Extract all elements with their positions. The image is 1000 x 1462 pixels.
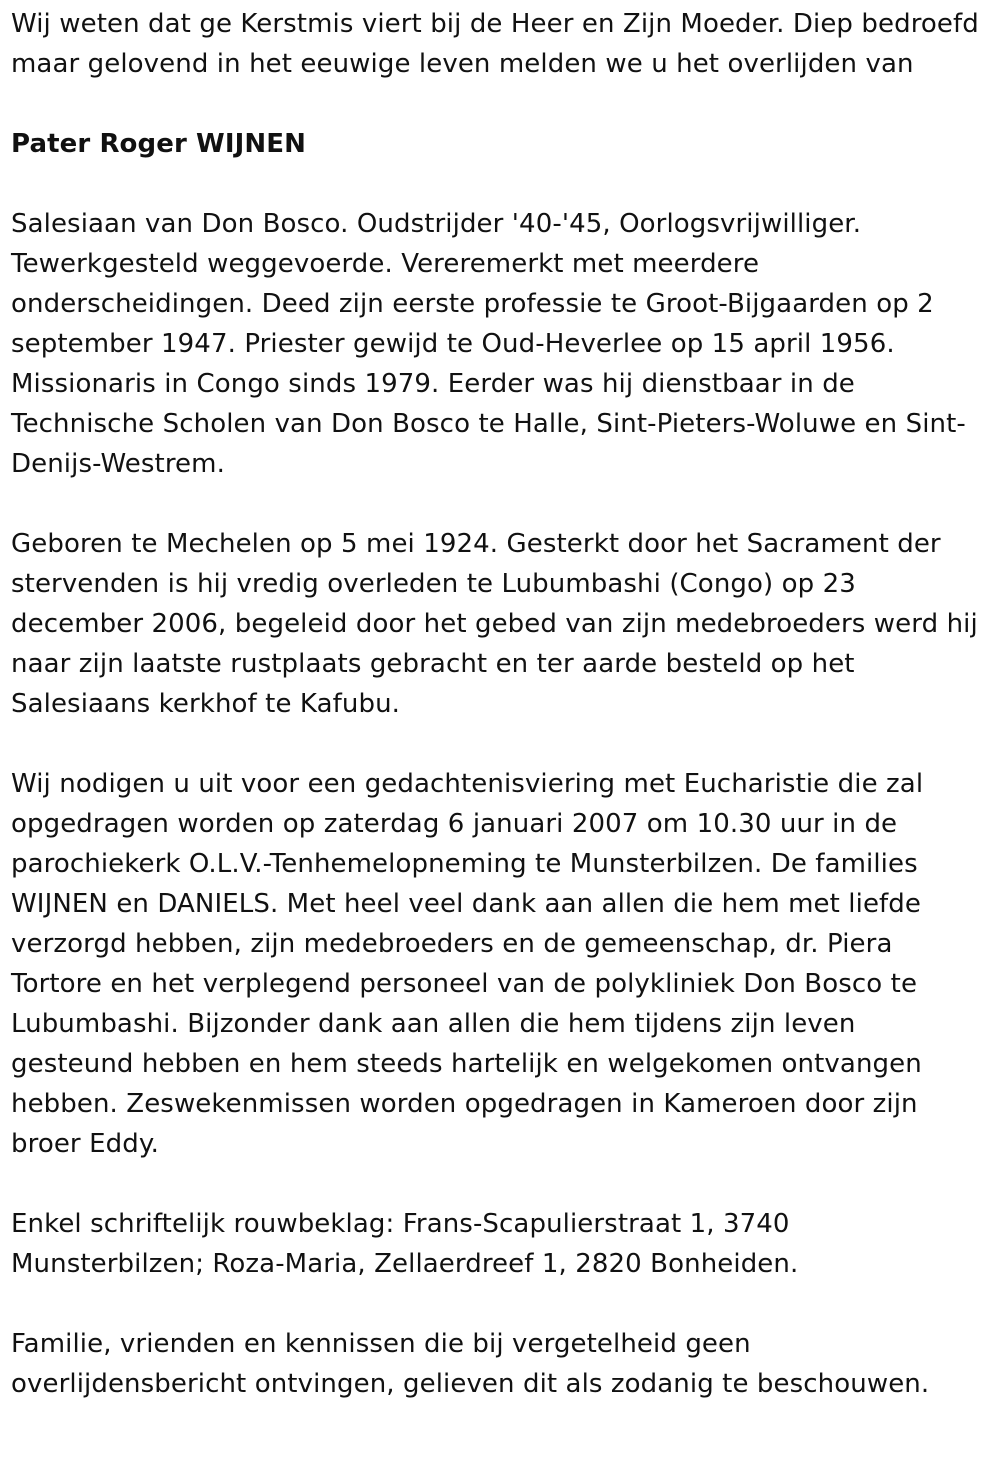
closing-paragraph: Familie, vrienden en kennissen die bij vergetelheid geen overlijdensbericht ontvingen, gelieven dit als zodanig te beschouwen. [11, 1329, 930, 1399]
death-paragraph: Geboren te Mechelen op 5 mei 1924. Gesterkt door het Sacrament der stervenden is hij vredig overleden te Lubumbashi (Congo) op 23 december 2006, begeleid door het gebed van zijn medebroeders werd hij naar zijn laatste rustplaats gebracht en ter aarde besteld op het Salesiaans kerkhof te Kafubu. [11, 529, 978, 719]
condolences-paragraph: Enkel schriftelijk rouwbeklag: Frans-Scapulierstraat 1, 3740 Munsterbilzen; Roza-Maria, Zellaerdreef 1, 2820 Bonheiden. [11, 1209, 799, 1279]
obituary-notice [11, 4, 981, 1404]
intro-paragraph: Wij weten dat ge Kerstmis viert bij de Heer en Zijn Moeder. Diep bedroefd maar gelovend in het eeuwige leven melden we u het overlijden van [11, 9, 979, 79]
biography-paragraph: Salesiaan van Don Bosco. Oudstrijder '40-'45, Oorlogsvrijwilliger. Tewerkgesteld weggevoerde. Vereremerkt met meerdere onderscheidingen. Deed zijn eerste professie te Groot-Bijgaarden op 2 september 1947. Priester gewijd te Oud-Heverlee op 15 april 1956. Missionaris in Congo sinds 1979. Eerder was hij dienstbaar in de Technische Scholen van Don Bosco te Halle, Sint-Pieters-Woluwe en Sint-Denijs-Westrem. [11, 209, 966, 479]
memorial-paragraph: Wij nodigen u uit voor een gedachtenisviering met Eucharistie die zal opgedragen worden op zaterdag 6 januari 2007 om 10.30 uur in de parochiekerk O.L.V.-Tenhemelopneming te Munsterbilzen. De families WIJNEN en DANIELS. Met heel veel dank aan allen die hem met liefde verzorgd hebben, zijn medebroeders en de gemeenschap, dr. Piera Tortore en het verplegend personeel van de polykliniek Don Bosco te Lubumbashi. Bijzonder dank aan allen die hem tijdens zijn leven gesteund hebben en hem steeds hartelijk en welgekomen ontvangen hebben. Zeswekenmissen worden opgedragen in Kameroen door zijn broer Eddy. [11, 769, 924, 1159]
deceased-name: Pater Roger WIJNEN [11, 129, 306, 159]
